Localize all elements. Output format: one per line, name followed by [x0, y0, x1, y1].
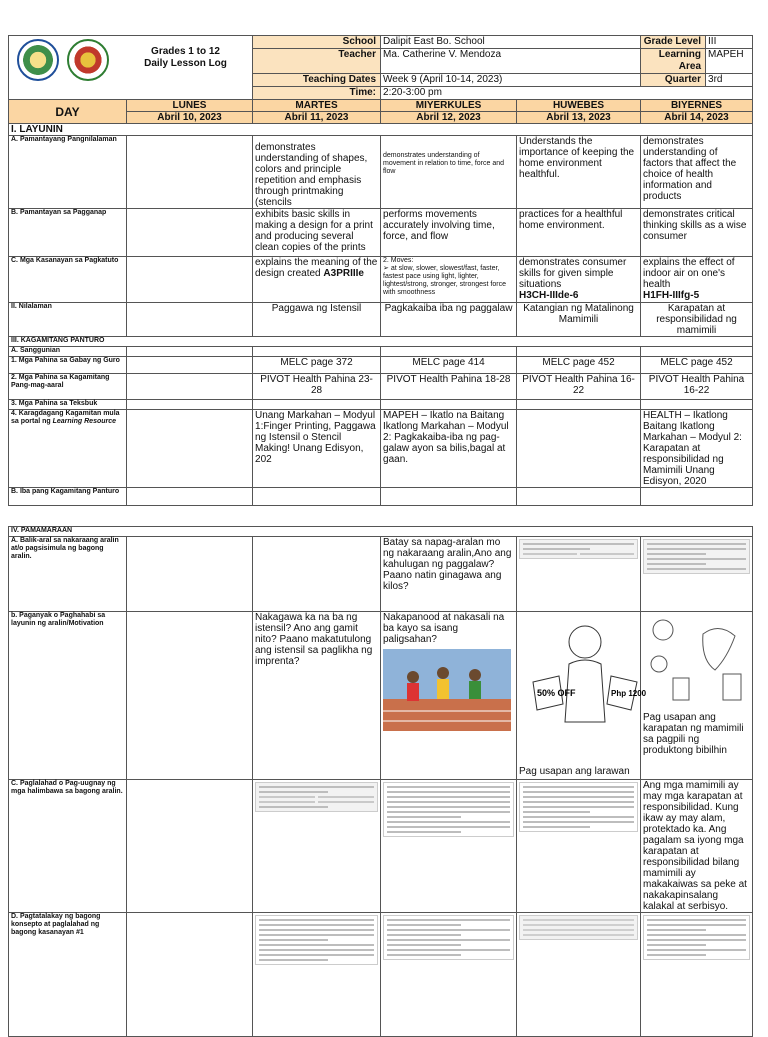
row-label: A. Pamantayang Pangnilalaman [9, 136, 127, 209]
teacher-value: Ma. Catherine V. Mendoza [381, 49, 641, 74]
day-date: Abril 12, 2023 [381, 112, 517, 124]
story-text-image [519, 782, 638, 832]
day-name: LUNES [127, 100, 253, 112]
day-name: MARTES [253, 100, 381, 112]
cell-text: Karapatan at responsibilidad ng mamimili [641, 303, 753, 337]
cell-text: Pag usapan ang karapatan ng mamimili sa pagpili ng produktong bibilhin [643, 712, 744, 756]
cell-text: explains the meaning of the design created [255, 257, 378, 279]
grade-level-value: III [708, 36, 717, 47]
worksheet-image [519, 539, 638, 559]
cell-text: Understands the importance of keeping the home environment healthful. [517, 136, 641, 209]
cell-text: MELC page 452 [517, 357, 641, 374]
area-label: Learning Area [641, 49, 706, 73]
stencil-steps-image [255, 782, 378, 812]
teacher-label: Teacher [253, 49, 381, 74]
row-label: B. Pamantayan sa Pagganap [9, 209, 127, 257]
shopper-illustration [519, 612, 647, 752]
cell-text: PIVOT Health Pahina 18-28 [381, 374, 517, 400]
cell-text: Nakapanood at nakasali na ba kayo sa isang paligsahan? [383, 612, 505, 645]
row-label-italic: Learning Resource [52, 418, 117, 425]
race-illustration [383, 649, 511, 731]
cell-text: Pagkakaiba iba ng paggalaw [381, 303, 517, 337]
worksheet-image [643, 539, 750, 574]
dates-label: Teaching Dates [253, 74, 381, 87]
cell-text: demonstrates understanding of factors that affect the choice of health information and products [641, 136, 753, 209]
story-text-image [383, 782, 514, 837]
cell-text: explains the effect of indoor air on one's health [643, 257, 735, 290]
row-label: 3. Mga Pahina sa Teksbuk [9, 400, 127, 410]
day-date: Abril 13, 2023 [517, 112, 641, 124]
school-logos [9, 36, 119, 82]
day-name: BIYERNES [641, 100, 753, 112]
cell-text: demonstrates consumer skills for given simple situations [519, 257, 627, 290]
section-kagamitan: III. KAGAMITANG PANTURO [9, 337, 753, 347]
competency-code: H1FH-IIIfg-5 [643, 290, 700, 301]
school-label: School [253, 36, 381, 49]
cell-text: MELC page 414 [381, 357, 517, 374]
cell-text: exhibits basic skills in making a design for a print and producing several clean copies of the prints [253, 209, 381, 257]
area-value: MAPEH [708, 49, 744, 60]
day-date: Abril 11, 2023 [253, 112, 381, 124]
row-label: C. Mga Kasanayan sa Pagkatuto [9, 257, 127, 303]
cell-text: Paggawa ng Istensil [253, 303, 381, 337]
day-label: DAY [9, 100, 127, 124]
dates-value: Week 9 (April 10-14, 2023) [381, 74, 641, 87]
quarter-value: 3rd [708, 74, 723, 85]
school-value: Dalipit East Bo. School [381, 36, 641, 49]
questions-image [383, 915, 514, 960]
cell-text: demonstrates understanding of shapes, colors and principle repetition and emphasis through printmaking (stencils [253, 136, 381, 209]
cell-text: demonstrates understanding of movement in relation to time, force and flow [381, 136, 517, 209]
competency-code: H3CH-IIIde-6 [519, 290, 579, 301]
cell-text: Ang mga mamimili ay may mga karapatan at responsibilidad. Kung ikaw ay may alam, protektado ka. Ang pagalam sa iyong mga karapatan at responsibilidad bilang mamimili ay makakaiwas sa peke at nakakapinsalang kalakal at serbisyo. [641, 780, 753, 913]
day-date: Abril 14, 2023 [641, 112, 753, 124]
discussion-text-image [255, 915, 378, 965]
grade-level-label: Grade Level [641, 36, 706, 48]
cell-text: PIVOT Health Pahina 16-22 [517, 374, 641, 400]
section-pamamaraan: IV. PAMAMARAAN [9, 527, 753, 537]
cell-text: HEALTH – Ikatlong Baitang Ikatlong Markahan – Modyul 2: Karapatan at responsibilidad ng Mamimili Unang Edisyon, 2020 [641, 410, 753, 488]
consumer-scenarios-image [519, 915, 638, 940]
cell-text: MAPEH – Ikatlo na Baitang Ikatlong Markahan – Modyul 2: Pagkakaiba-iba ng pag-galaw ayon sa bilis,bagal at gaan. [381, 410, 517, 488]
row-label: 4. Karagdagang Kagamitan mula sa portal ng [11, 410, 120, 425]
procedure-table [8, 526, 753, 1037]
cell-text: Pag usapan ang larawan [519, 766, 630, 777]
sale-sign-text: 50% OFF [537, 688, 576, 698]
cell-title: 2. Moves: [383, 257, 414, 264]
time-value: 2:20-3:00 pm [381, 87, 753, 100]
quarter-label: Quarter [641, 74, 706, 86]
row-label: 2. Mga Pahina sa Kagamitang Pang-mag-aaral [9, 374, 127, 400]
day-name: HUWEBES [517, 100, 641, 112]
row-label: C. Paglalahad o Pag-uugnay ng mga halimbawa sa bagong aralin. [9, 780, 127, 913]
deped-seal-icon [17, 39, 59, 81]
row-label: II. Nilalaman [9, 303, 127, 337]
log-label: Daily Lesson Log [144, 58, 227, 69]
cell-text: ➢ at slow, slower, slowest/fast, faster, fastest pace using light, lighter, lightest/strong, stronger, strongest force with smoothness [383, 265, 506, 296]
school-seal-icon [67, 39, 109, 81]
rights-list-image [643, 915, 750, 960]
cell-text: Nakagawa ka na ba ng istensil? Ano ang gamit nito? Paano makatutulong ang istensil sa paglikha ng imprenta? [253, 612, 381, 780]
day-name: MIYERKULES [381, 100, 517, 112]
row-label: b. Paganyak o Paghahabi sa layunin ng aralin/Motivation [9, 612, 127, 780]
cell-text: demonstrates critical thinking skills as a wise consumer [641, 209, 753, 257]
cell-text: Batay sa napag-aralan mo ng nakaraang aralin,Ano ang kahulugan ng paggalaw? Paano natin ginagawa ang kilos? [381, 537, 517, 612]
cell-text: practices for a healthful home environment. [517, 209, 641, 257]
row-label: D. Pagtatalakay ng bagong konsepto at paglalahad ng bagong kasanayan #1 [9, 913, 127, 1037]
section-layunin: I. LAYUNIN [9, 124, 753, 136]
row-label: A. Balik-aral sa nakaraang aralin at/o pagsisimula ng bagong aralin. [9, 537, 127, 612]
cell-text: performs movements accurately involving time, force, and flow [381, 209, 517, 257]
row-label: A. Sanggunian [9, 347, 127, 357]
cell-text: PIVOT Health Pahina 23-28 [253, 374, 381, 400]
grade-label: Grades 1 to 12 [151, 46, 220, 57]
time-label: Time: [253, 87, 381, 100]
products-illustration [643, 612, 751, 712]
row-label: B. Iba pang Kagamitang Panturo [9, 488, 127, 506]
cell-text: Unang Markahan – Modyul 1:Finger Printing, Paggawa ng Istensil o Stencil Making! Unang Edisyon, 202 [253, 410, 381, 488]
row-label: 1. Mga Pahina sa Gabay ng Guro [9, 357, 127, 374]
lesson-log-table [8, 35, 753, 506]
day-date: Abril 10, 2023 [127, 112, 253, 124]
competency-code: A3PRIIIe [323, 268, 364, 279]
cell-text: PIVOT Health Pahina 16-22 [641, 374, 753, 400]
price-sign-text: Php 1200 [611, 689, 647, 698]
cell-text: MELC page 452 [641, 357, 753, 374]
cell-text: MELC page 372 [253, 357, 381, 374]
cell-text: Katangian ng Matalinong Mamimili [517, 303, 641, 337]
